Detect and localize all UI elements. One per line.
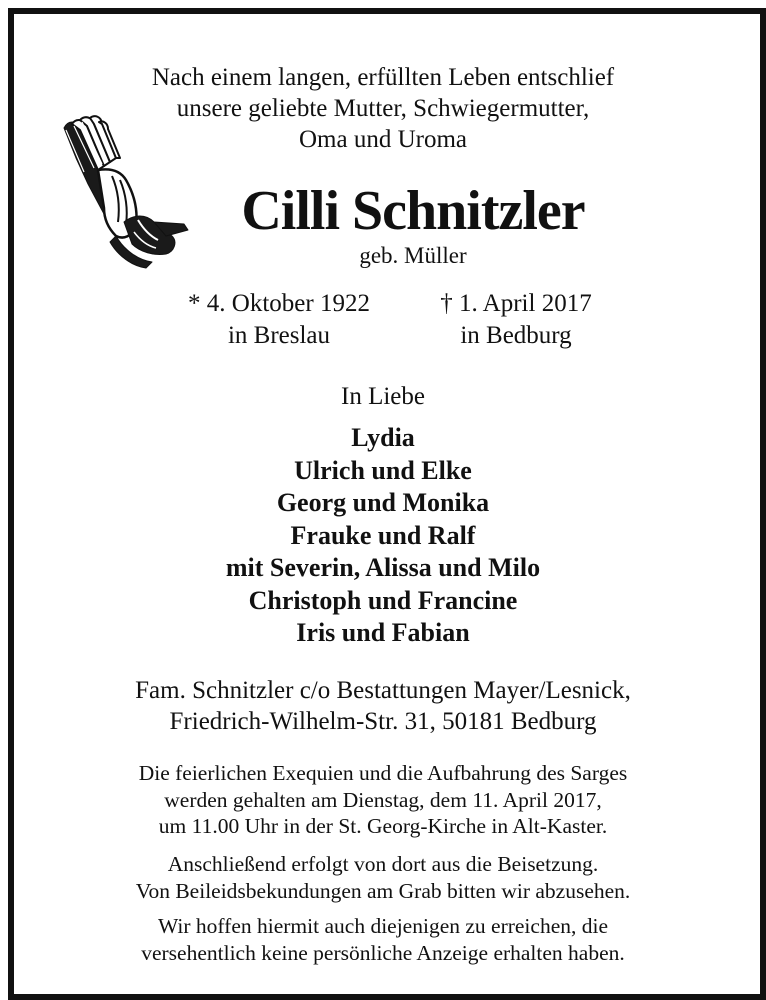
birth-date: * 4. Oktober 1922 bbox=[188, 290, 370, 317]
family-member: Ulrich und Elke bbox=[294, 455, 472, 485]
service-line: um 11.00 Uhr in der St. Georg-Kirche in Alt-Kaster. bbox=[158, 814, 608, 838]
service-info bbox=[14, 760, 752, 840]
family-list bbox=[14, 422, 752, 650]
obituary-notice bbox=[14, 14, 752, 986]
deceased-name: Cilli Schnitzler bbox=[241, 180, 585, 242]
closing-line: versehentlich keine persönliche Anzeige erhalten haben. bbox=[141, 940, 625, 965]
family-member: mit Severin, Alissa und Milo bbox=[225, 553, 541, 582]
intro-line: Oma und Uroma bbox=[298, 126, 468, 153]
burial-line: Von Beileidsbekundungen am Grab bitten wir abzusehen. bbox=[135, 878, 631, 903]
closing-line: Wir hoffen hiermit auch diejenigen zu erreichen, die bbox=[157, 914, 609, 938]
death-place: in Bedburg bbox=[460, 322, 572, 349]
address-line: Friedrich-Wilhelm-Str. 31, 50181 Bedburg bbox=[169, 708, 597, 735]
intro-line: unsere geliebte Mutter, Schwiegermutter, bbox=[176, 95, 590, 122]
intro-line: Nach einem langen, erfüllten Leben entschlief bbox=[151, 64, 615, 91]
love-line: In Liebe bbox=[341, 383, 425, 410]
birth-info bbox=[164, 288, 394, 352]
death-date: † 1. April 2017 bbox=[440, 290, 592, 317]
service-line: werden gehalten am Dienstag, dem 11. April 2017, bbox=[164, 787, 602, 812]
address-line: Fam. Schnitzler c/o Bestattungen Mayer/Lesnick, bbox=[135, 677, 631, 704]
burial-info bbox=[14, 851, 752, 904]
death-info bbox=[416, 288, 616, 352]
family-member: Lydia bbox=[351, 423, 415, 452]
family-member: Georg und Monika bbox=[276, 488, 490, 517]
burial-line: Anschließend erfolgt von dort aus die Beisetzung. bbox=[167, 852, 599, 876]
contact-address bbox=[14, 675, 752, 737]
family-member: Frauke und Ralf bbox=[290, 520, 476, 550]
service-line: Die feierlichen Exequien und die Aufbahrung des Sarges bbox=[138, 761, 628, 785]
birth-place: in Breslau bbox=[227, 322, 331, 349]
closing-note bbox=[14, 913, 752, 966]
maiden-name: geb. Müller bbox=[359, 243, 467, 268]
family-member: Iris und Fabian bbox=[296, 618, 470, 647]
family-member: Christoph und Francine bbox=[248, 585, 518, 615]
